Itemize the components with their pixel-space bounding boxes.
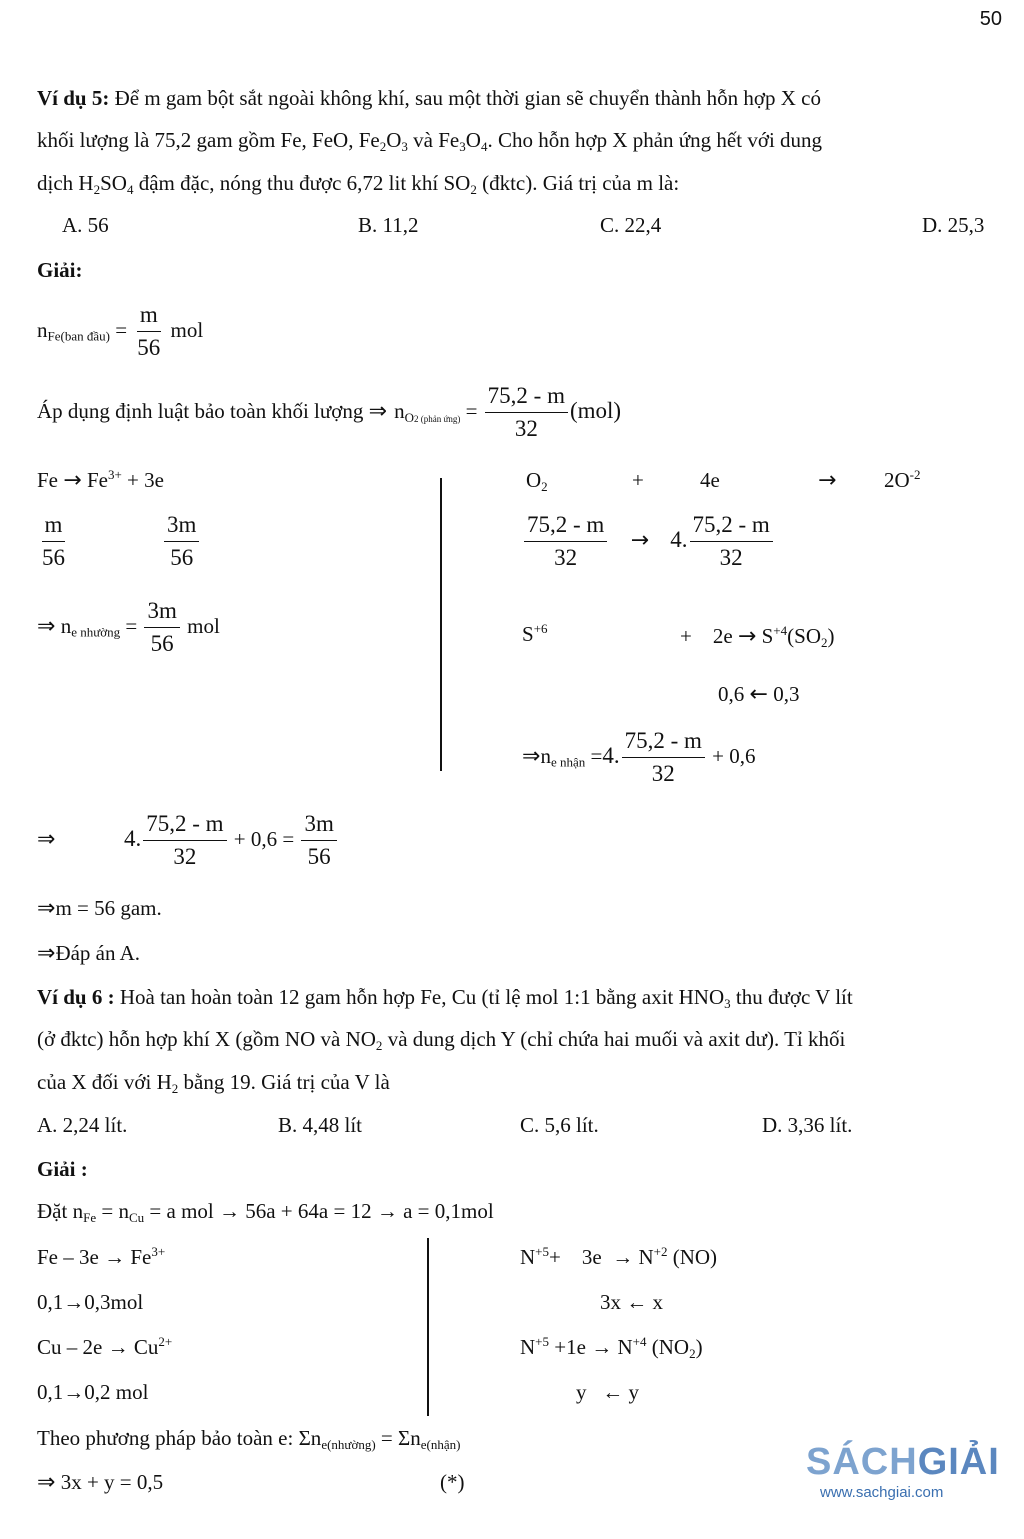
example-6-label: Ví dụ 6 :	[37, 985, 115, 1009]
cu-oxidation-6: $Cu - 2e \to Cu^{2+}$	[37, 1334, 173, 1359]
cu-mol-6: 0,1→0,2 mol	[37, 1380, 149, 1404]
fe-oxidation-6: $Fe - 3e \to Fe^{3+}$	[37, 1244, 166, 1269]
divider-line-6	[427, 1238, 429, 1416]
o2-mol-fraction: $\frac{75,2 - m}{32}$ → 4. $\frac{75,2 - m}{32}$	[522, 512, 775, 572]
s6-label: $S^{+6}$	[522, 621, 548, 646]
example-5-line-1	[37, 86, 821, 110]
y-mol-row: y ← y	[576, 1380, 639, 1404]
arrow-right: →	[818, 468, 837, 493]
electron-balance: Theo phương pháp bảo toàn e: $\Sigma n_{e(nhường)} = \Sigma n_{e(nhận)}$	[37, 1426, 461, 1452]
option-c: C. 22,4	[600, 213, 662, 237]
option-6c: C. 5,6 lít.	[520, 1113, 599, 1137]
option-b: B. 11,2	[358, 213, 419, 237]
n5-to-n2: $N^{+5}+$ $3e \to N^{+2}$ (NO)	[520, 1244, 718, 1269]
example-5-text-1: Để m gam bột sắt ngoài không khí, sau một thời gian sẽ chuyển thành hỗn hợp X có	[114, 86, 821, 110]
option-a: A. 56	[62, 213, 109, 237]
four-e: 4e	[700, 468, 720, 492]
s-reduction: + $2e \to S^{+4}(SO_2)$	[680, 623, 835, 650]
example-5-line-3: dịch $H_2SO_4$ đậm đặc, nóng thu được 6,72 lit khí $SO_2$ (đktc). Giá trị của m là:	[37, 171, 680, 197]
n-e-received: $\Rightarrow n_{e nhận} =4$. $\frac{75,2 - m}{32}$ + 0,6	[522, 728, 756, 787]
option-6a: A. 2,24 lít.	[37, 1113, 128, 1137]
sachgiai-logo	[806, 1441, 1006, 1499]
page-number: 50	[979, 8, 1002, 30]
plus-sign: +	[632, 468, 644, 492]
star-marker: (*)	[440, 1470, 465, 1494]
fe-mol-fraction: $\frac{m}{56}$	[42, 512, 65, 571]
example-5-line-2: khối lượng là 75,2 gam gồm Fe, FeO, $Fe_2O_3$ và $Fe_3O_4$. Cho hỗn hợp X phản ứng hết với dung	[37, 128, 823, 154]
divider-line-5	[440, 478, 442, 771]
example-6-line-3: của X đối với $H_2$ bằng 19. Giá trị của V là	[37, 1070, 390, 1096]
example-6-line-1: Ví dụ 6 : Hoà tan hoàn toàn 12 gam hỗn hợp Fe, Cu (tỉ lệ mol 1:1 bằng axit $HNO_3$ thu được V lít	[37, 985, 853, 1011]
m-result: ⇒m = 56 gam.	[37, 896, 162, 921]
option-6b: B. 4,48 lít	[278, 1113, 363, 1137]
solution-label-5: Giải:	[37, 258, 83, 282]
balance-equation: ⇒ 4. $\frac{75,2 - m}{32}$ + 0,6 = $\frac{3m}{56}$	[37, 811, 339, 871]
example-6-line-2: (ở đktc) hỗn hợp khí X (gồm NO và $NO_2$ và dung dịch Y (chỉ chứa hai muối và axit dư). Tỉ khối	[37, 1027, 846, 1053]
o2-label: $O_2$	[526, 468, 548, 494]
option-6d: D. 3,36 lít.	[762, 1113, 853, 1137]
two-o-minus: $2O^{-2}$	[884, 467, 921, 492]
n-fe-initial: $n_{Fe(ban đầu)}$ = $\frac{m}{56}$ mol	[37, 302, 204, 361]
solution-label-6: Giải :	[37, 1157, 88, 1181]
n-e-given: ⇒ $n_{e nhường}$ = $\frac{3m}{56}$ mol	[37, 598, 220, 657]
logo-brand-a: SÁCH	[806, 1441, 918, 1483]
x-mol-row: 3x ← x	[600, 1290, 663, 1314]
example-5-label: Ví dụ 5:	[37, 86, 110, 110]
fe-oxidation-eq: $Fe \to Fe^{3+} + 3e$	[37, 467, 164, 493]
logo-url[interactable]: www.sachgiai.com	[820, 1484, 944, 1501]
n5-to-n4: $N^{+5} +1e \to N^{+4}$ $(NO_2)$	[520, 1334, 703, 1361]
answer-5: ⇒Đáp án A.	[37, 941, 141, 966]
logo-brand-b: GIẢI	[917, 1441, 1000, 1483]
final-equation: ⇒ 3x + y = 0,5	[37, 1470, 164, 1495]
fe-mol-6: 0,1→0,3mol	[37, 1290, 144, 1314]
s-mol-row: 0,6 ← 0,3	[718, 682, 800, 707]
set-variables: Đặt $n_{Fe} = n_{Cu} = a$ mol → 56a + 64a = 12 → a = 0,1mol	[37, 1199, 494, 1225]
option-d: D. 25,3	[922, 213, 985, 237]
apply-mass-law: Áp dụng định luật bảo toàn khối lượng ⇒ $n_{O2 (phản ứng)}$ = $\frac{75,2 - m}{32}$ (mol)	[37, 383, 622, 442]
electron-mol-fraction: $\frac{3m}{56}$	[162, 512, 201, 572]
